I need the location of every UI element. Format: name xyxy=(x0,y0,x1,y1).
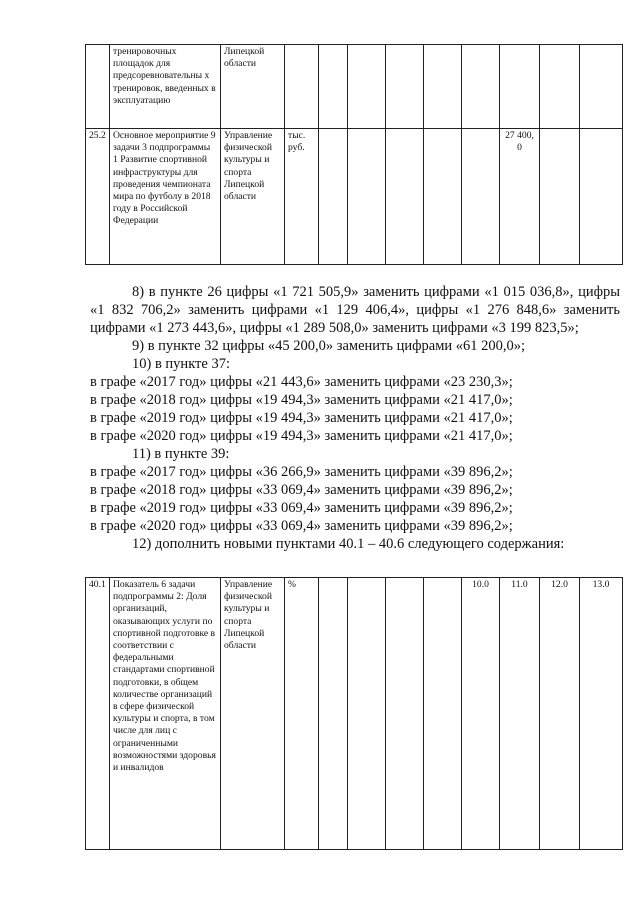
amendment-11: 11) в пункте 39: xyxy=(132,446,230,462)
amendment-10-line: в графе «2020 год» цифры «19 494,3» заменить цифрами «21 417,0»; xyxy=(90,428,513,444)
row-number xyxy=(86,45,110,129)
value-cell: 11.0 xyxy=(500,578,540,850)
amendment-10-line: в графе «2018 год» цифры «19 494,3» заменить цифрами «21 417,0»; xyxy=(90,392,513,408)
amendment-11-line: в графе «2017 год» цифры «36 266,9» заменить цифрами «39 896,2»; xyxy=(90,464,513,480)
row-number: 25.2 xyxy=(86,129,110,265)
value-cell xyxy=(580,129,623,265)
value-cell: 10.0 xyxy=(462,578,500,850)
amendment-8: 8) в пункте 26 цифры «1 721 505,9» заменить цифрами «1 015 036,8», цифры «1 832 706,2» заменить цифрами «1 129 406,4», цифры «1 276 848,6» заменить цифрами «1 273 443,6», цифры «1 289 508,0» заменить цифрами «3 199 823,5»; xyxy=(90,284,620,336)
amendment-11-line: в графе «2019 год» цифры «33 069,4» заменить цифрами «39 896,2»; xyxy=(90,500,513,516)
unit: тыс. руб. xyxy=(285,129,319,265)
table-row xyxy=(86,129,623,265)
executor: Липецкой области xyxy=(221,45,285,129)
value-cell: 12.0 xyxy=(540,578,580,850)
value-cell xyxy=(424,45,462,129)
top-table xyxy=(85,44,623,265)
row-number: 40.1 xyxy=(86,578,110,850)
indicator-description: Показатель 6 задачи подпрограммы 2: Доля организаций, оказывающих услуги по спортивной подготовке в соответствии с федеральными стандартами спортивной подготовки, в общем количестве организаций в сфере физической культуры и спорта, в том числе для лиц с ограниченными возможностями здоровья и инвалидов xyxy=(110,578,221,850)
amendments-text xyxy=(90,283,620,553)
value-cell xyxy=(348,578,386,850)
executor: Управление физической культуры и спорта Липецкой области xyxy=(221,129,285,265)
indicator-description: Основное мероприятие 9 задачи 3 подпрограммы 1 Развитие спортивной инфраструктуры для проведения чемпионата мира по футболу в 2018 году в Российской Федерации xyxy=(110,129,221,265)
value-cell xyxy=(540,129,580,265)
amendment-10-line: в графе «2019 год» цифры «19 494,3» заменить цифрами «21 417,0»; xyxy=(90,410,513,426)
amendment-10-line: в графе «2017 год» цифры «21 443,6» заменить цифрами «23 230,3»; xyxy=(90,374,513,390)
bottom-table xyxy=(85,577,623,850)
amendment-10: 10) в пункте 37: xyxy=(132,356,230,372)
table-row xyxy=(86,578,623,850)
value-cell xyxy=(462,129,500,265)
unit xyxy=(285,45,319,129)
indicator-description: тренировочных площадок для предсоревновательны х тренировок, введенных в эксплуатацию xyxy=(110,45,221,129)
empty-cell xyxy=(319,129,348,265)
unit: % xyxy=(285,578,319,850)
amendment-9: 9) в пункте 32 цифры «45 200,0» заменить цифрами «61 200,0»; xyxy=(132,338,526,354)
value-cell xyxy=(424,578,462,850)
table-row xyxy=(86,45,623,129)
amendment-11-line: в графе «2018 год» цифры «33 069,4» заменить цифрами «39 896,2»; xyxy=(90,482,513,498)
value-cell: 13.0 xyxy=(580,578,623,850)
value-cell xyxy=(386,578,424,850)
amendment-12: 12) дополнить новыми пунктами 40.1 – 40.6 следующего содержания: xyxy=(132,536,565,552)
value-cell xyxy=(500,45,540,129)
value-cell xyxy=(462,45,500,129)
value-cell xyxy=(348,45,386,129)
executor: Управление физической культуры и спорта Липецкой области xyxy=(221,578,285,850)
value-cell xyxy=(424,129,462,265)
amendment-11-line: в графе «2020 год» цифры «33 069,4» заменить цифрами «39 896,2»; xyxy=(90,518,513,534)
value-cell xyxy=(386,45,424,129)
empty-cell xyxy=(319,45,348,129)
value-cell xyxy=(386,129,424,265)
value-cell xyxy=(348,129,386,265)
value-cell: 27 400, 0 xyxy=(500,129,540,265)
value-cell xyxy=(540,45,580,129)
value-cell xyxy=(580,45,623,129)
empty-cell xyxy=(319,578,348,850)
